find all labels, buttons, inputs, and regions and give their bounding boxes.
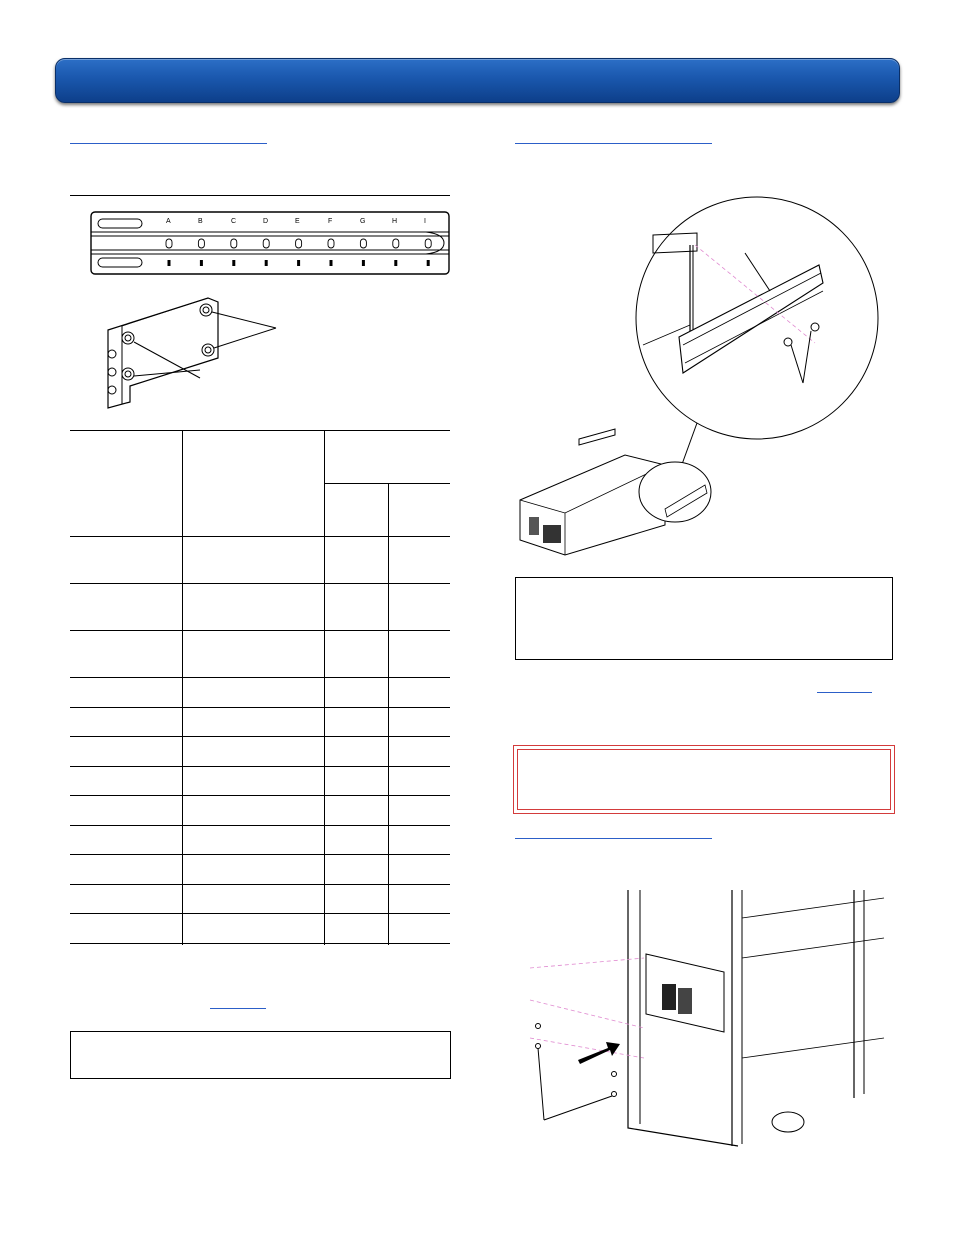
left-note-box bbox=[70, 1031, 451, 1079]
rail-hole bbox=[198, 239, 204, 248]
table-row bbox=[70, 736, 450, 737]
table-row bbox=[70, 943, 450, 944]
table-row bbox=[70, 795, 450, 796]
rail-letter: E bbox=[295, 218, 300, 225]
rail-letter-row bbox=[160, 218, 440, 230]
table-row bbox=[70, 583, 450, 584]
right-heading-link[interactable] bbox=[515, 143, 712, 144]
table-col-divider bbox=[388, 483, 389, 945]
left-reference-link[interactable] bbox=[210, 1008, 266, 1009]
rail-mark bbox=[200, 260, 203, 266]
table-row bbox=[70, 707, 450, 708]
rail-letter: H bbox=[392, 218, 398, 225]
rail-mark bbox=[330, 260, 333, 266]
table-row bbox=[70, 825, 450, 826]
rail-mark bbox=[394, 260, 397, 266]
table-subheader-rule bbox=[324, 483, 450, 484]
right-subheading-link[interactable] bbox=[515, 838, 712, 839]
rail-letter: B bbox=[198, 218, 203, 225]
right-reference-link[interactable] bbox=[817, 692, 872, 693]
table-row bbox=[70, 630, 450, 631]
spec-table bbox=[70, 430, 450, 945]
right-note-box bbox=[515, 577, 893, 660]
rail-hole bbox=[360, 239, 366, 248]
table-row bbox=[70, 884, 450, 885]
table-row bbox=[70, 766, 450, 767]
rail-mark bbox=[362, 260, 365, 266]
rail-hole bbox=[231, 239, 237, 248]
table-col-divider bbox=[182, 430, 183, 945]
table-col-divider bbox=[324, 430, 325, 945]
rack-install-illustration bbox=[528, 888, 888, 1148]
table-row bbox=[70, 854, 450, 855]
rail-hole bbox=[328, 239, 334, 248]
rail-hole bbox=[263, 239, 269, 248]
rail-letter: G bbox=[360, 218, 366, 225]
rail-mark bbox=[297, 260, 300, 266]
rail-letter: I bbox=[424, 218, 426, 225]
table-top-rule bbox=[70, 430, 450, 431]
table-header-rule bbox=[70, 536, 450, 537]
bracket-illustration bbox=[100, 292, 285, 410]
caution-box bbox=[513, 745, 895, 814]
section-banner bbox=[55, 58, 900, 103]
rail-mark bbox=[232, 260, 235, 266]
rail-hole bbox=[425, 239, 431, 248]
rail-hole bbox=[166, 239, 172, 248]
left-section-rule bbox=[70, 195, 450, 196]
rail-hole bbox=[393, 239, 399, 248]
left-heading-link[interactable] bbox=[70, 143, 267, 144]
rail-mark bbox=[427, 260, 430, 266]
rail-mark bbox=[265, 260, 268, 266]
rail-letter: D bbox=[263, 218, 269, 225]
table-row bbox=[70, 913, 450, 914]
rail-letter: C bbox=[231, 218, 237, 225]
table-row bbox=[70, 677, 450, 678]
rail-hole bbox=[296, 239, 302, 248]
rail-letter: A bbox=[166, 218, 171, 225]
rail-mark bbox=[168, 260, 171, 266]
rail-letter: F bbox=[328, 218, 333, 225]
chassis-rail-illustration bbox=[515, 195, 885, 565]
